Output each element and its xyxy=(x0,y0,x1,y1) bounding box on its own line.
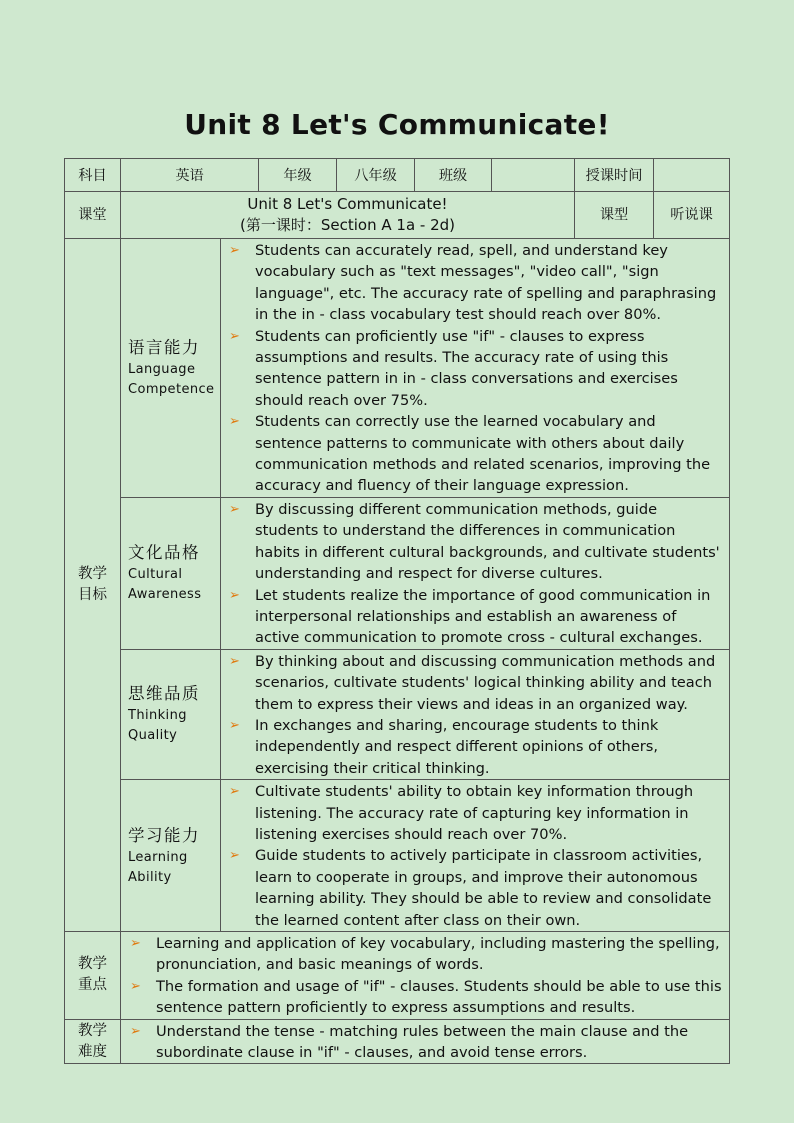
dimension-points-cell xyxy=(221,239,730,498)
dimension-cell xyxy=(121,780,221,932)
bullet-list xyxy=(221,650,729,779)
dimension-zh: 思维品质 xyxy=(128,684,200,704)
lesson-plan-table xyxy=(64,158,730,1064)
objective-row xyxy=(65,780,730,932)
list-item: ➢ The formation and usage of "if" - clauses. Students should be able to use this sentence pattern proficiently to express assumptions and results. xyxy=(156,976,723,1019)
dimension-cell xyxy=(121,497,221,649)
objectives-label-line1: 教学 xyxy=(78,566,107,582)
key-points-cell xyxy=(121,932,730,1020)
objectives-label xyxy=(65,239,121,932)
time-label: 授课时间 xyxy=(575,159,654,192)
key-points-label xyxy=(65,932,121,1020)
difficulties-label xyxy=(65,1019,121,1064)
dimension-en: Awareness xyxy=(128,587,202,603)
dimension-zh: 语言能力 xyxy=(128,337,200,357)
course-type-label: 课型 xyxy=(575,192,654,239)
dimension-cell xyxy=(121,239,221,498)
dimension-en: Thinking xyxy=(128,708,187,724)
objective-row xyxy=(65,649,730,779)
course-title xyxy=(121,192,575,239)
class-label: 班级 xyxy=(415,159,492,192)
dimension-en: Cultural xyxy=(128,567,183,583)
objective-row xyxy=(65,239,730,498)
list-item: ➢ Students can proficiently use "if" - clauses to express assumptions and results. The accuracy rate of using this sentence pattern in in - class conversations and exercises should reach over 75%. xyxy=(255,326,723,412)
time-value xyxy=(654,159,730,192)
course-type-value: 听说课 xyxy=(654,192,730,239)
dimension-en: Quality xyxy=(128,728,178,744)
grade-value: 八年级 xyxy=(337,159,415,192)
difficulties-cell xyxy=(121,1019,730,1064)
difficulties-row xyxy=(65,1019,730,1064)
list-item: ➢ Let students realize the importance of good communication in interpersonal relationships and establish an awareness of active communication to promote cross - cultural exchanges. xyxy=(255,585,723,649)
course-title-line2: (第一课时：Section A 1a - 2d) xyxy=(240,216,455,234)
dimension-points-cell xyxy=(221,780,730,932)
dimension-en: Language xyxy=(128,361,196,377)
subject-value: 英语 xyxy=(121,159,259,192)
dimension-cell xyxy=(121,649,221,779)
dimension-points-cell xyxy=(221,497,730,649)
key-points-label-line1: 教学 xyxy=(78,956,107,973)
course-title-line1: Unit 8 Let's Communicate! xyxy=(247,195,448,213)
header-row xyxy=(65,159,730,192)
list-item: ➢ Learning and application of key vocabulary, including mastering the spelling, pronunciation, and basic meanings of words. xyxy=(156,933,723,976)
key-points-label-line2: 重点 xyxy=(78,977,107,994)
list-item: ➢ By thinking about and discussing communication methods and scenarios, cultivate students' logical thinking ability and teach them to express their views and ideas in an organized way. xyxy=(255,651,723,715)
page-title: Unit 8 Let's Communicate! xyxy=(184,108,610,141)
list-item: ➢ Students can correctly use the learned vocabulary and sentence patterns to communicate with others about daily communication methods and related scenarios, improving the accuracy and fluency of their language expression. xyxy=(255,411,723,497)
subject-label: 科目 xyxy=(65,159,121,192)
bullet-list xyxy=(121,932,729,1019)
class-value xyxy=(492,159,575,192)
grade-label: 年级 xyxy=(259,159,337,192)
list-item: ➢ In exchanges and sharing, encourage students to think independently and respect different opinions of others, exercising their critical thinking. xyxy=(255,715,723,779)
bullet-list xyxy=(221,239,729,497)
difficulties-label-line2: 难度 xyxy=(78,1043,107,1060)
bullet-list xyxy=(121,1020,729,1064)
list-item: ➢ Students can accurately read, spell, and understand key vocabulary such as "text messages", "video call", "sign language", etc. The accuracy rate of spelling and paraphrasing in the in - class vocabulary test should reach over 80%. xyxy=(255,240,723,326)
list-item: ➢ Guide students to actively participate in classroom activities, learn to cooperate in groups, and improve their autonomous learning ability. They should be able to review and consolidate the learned content after class on their own. xyxy=(255,845,723,931)
list-item: ➢ Understand the tense - matching rules between the main clause and the subordinate clause in "if" - clauses, and avoid tense errors. xyxy=(156,1021,723,1064)
objectives-label-line2: 目标 xyxy=(78,587,107,603)
dimension-en: Ability xyxy=(128,869,172,885)
bullet-list xyxy=(221,780,729,931)
difficulties-label-line1: 教学 xyxy=(78,1022,107,1039)
dimension-zh: 学习能力 xyxy=(128,825,200,845)
list-item: ➢ By discussing different communication methods, guide students to understand the differences in communication habits in different cultural backgrounds, and cultivate students' understanding and respect for diverse cultures. xyxy=(255,499,723,585)
dimension-points-cell xyxy=(221,649,730,779)
bullet-list xyxy=(221,498,729,649)
course-label: 课堂 xyxy=(65,192,121,239)
list-item: ➢ Cultivate students' ability to obtain key information through listening. The accuracy rate of capturing key information in listening exercises should reach over 70%. xyxy=(255,781,723,845)
objective-row xyxy=(65,497,730,649)
dimension-en: Competence xyxy=(128,381,215,397)
dimension-en: Learning xyxy=(128,849,188,865)
dimension-zh: 文化品格 xyxy=(128,543,200,563)
key-points-row xyxy=(65,932,730,1020)
course-row xyxy=(65,192,730,239)
